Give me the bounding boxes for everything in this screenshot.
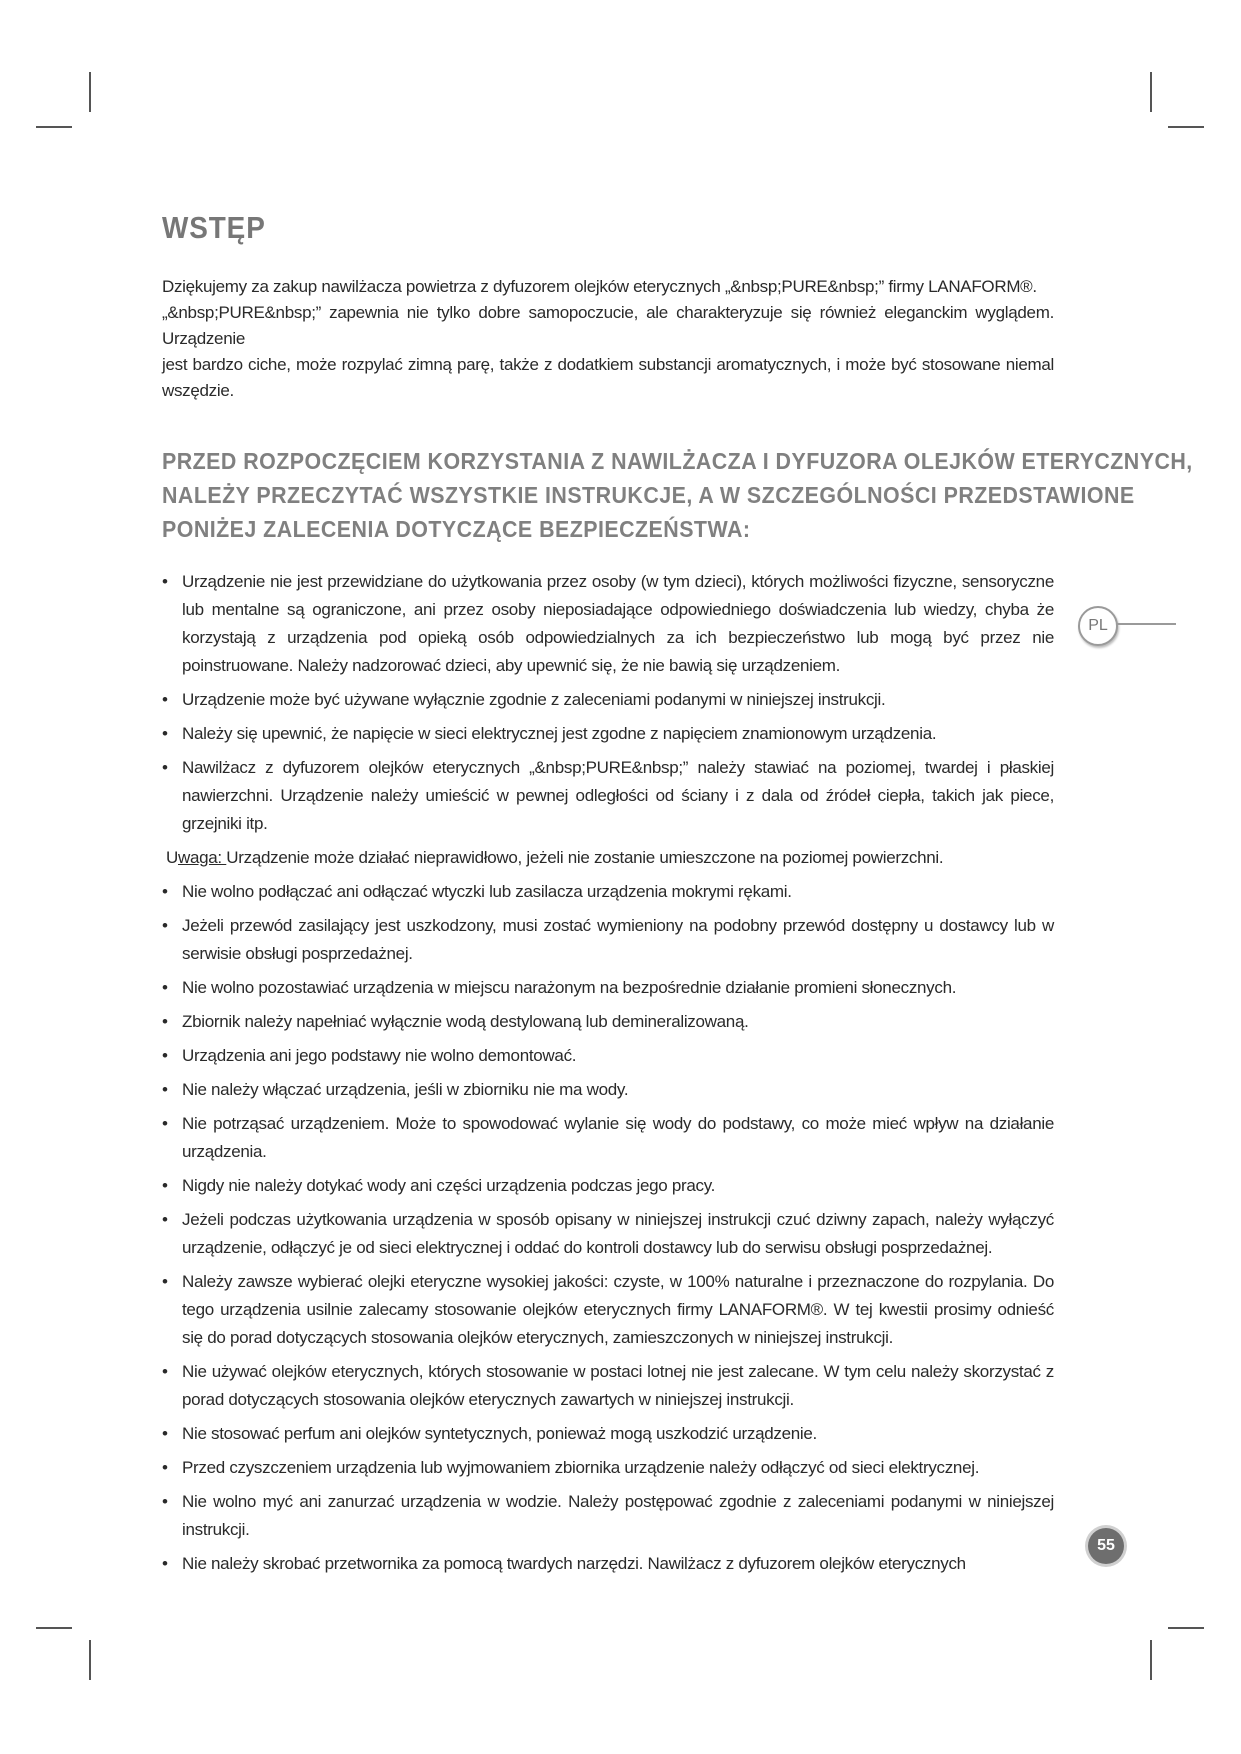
note-prefix: U [166,848,178,867]
safety-item-text: Nie należy skrobać przetwornika za pomocą twardych narzędzi. Nawilżacz z dyfuzorem olejków eterycznych [182,1554,966,1573]
safety-list-part-2 [162,878,1054,1578]
language-tab-badge [1078,606,1118,646]
safety-list-item [162,912,1054,968]
safety-item-text: Nawilżacz z dyfuzorem olejków eterycznych „&nbsp;PURE&nbsp;” należy stawiać na poziomej, twardej i płaskiej nawierzchni. Urządzenie należy umieścić w pewnej odległości od ściany i z dala od źródeł ciepła, takich jak piece, grzejniki itp. [182,758,1054,833]
safety-list-part-1 [162,568,1054,838]
bullet-icon: • [162,758,168,777]
safety-list-item [162,974,1054,1002]
safety-item-text: Zbiornik należy napełniać wyłącznie wodą destylowaną lub demineralizowaną. [182,1012,749,1031]
note-label: waga: [177,848,227,867]
heading-line: PRZED ROZPOCZĘCIEM KORZYSTANIA Z NAWILŻACZA I DYFUZORA OLEJKÓW ETERYCZNYCH, [162,448,1193,474]
bullet-icon: • [162,1176,168,1195]
intro-line: jest bardzo ciche, może rozpylać zimną parę, także z dodatkiem substancji aromatycznych, i może być stosowane niemal wszędzie. [162,355,1054,400]
safety-list-item [162,1042,1054,1070]
safety-item-text: Nie należy włączać urządzenia, jeśli w zbiorniku nie ma wody. [182,1080,629,1099]
crop-mark-top-left-horizontal [36,126,72,128]
safety-item-text: Nigdy nie należy dotykać wody ani części urządzenia podczas jego pracy. [182,1176,716,1195]
safety-list-item [162,1206,1054,1262]
safety-item-text: Jeżeli podczas użytkowania urządzenia w sposób opisany w niniejszej instrukcji czuć dziwny zapach, należy wyłączyć urządzenie, odłączyć je od sieci elektrycznej i oddać do kontroli dostawcy lub do serwisu obsługi posprzedażnej. [182,1210,1054,1257]
intro-line: „&nbsp;PURE&nbsp;” zapewnia nie tylko dobre samopoczucie, ale charakteryzuje się również eleganckim wyglądem. Urządzenie [162,303,1054,348]
bullet-icon: • [162,1114,168,1133]
safety-list-item [162,1110,1054,1166]
bullet-icon: • [162,1080,168,1099]
safety-item-text: Nie stosować perfum ani olejków syntetycznych, ponieważ mogą uszkodzić urządzenie. [182,1424,817,1443]
crop-mark-bottom-left-horizontal [36,1627,72,1629]
section-title: WSTĘP [162,210,266,245]
language-tab-label: PL [1088,617,1108,634]
safety-item-text: Należy się upewnić, że napięcie w sieci elektrycznej jest zgodne z napięciem znamionowym urządzenia. [182,724,937,743]
heading-line: PONIŻEJ ZALECENIA DOTYCZĄCE BEZPIECZEŃSTWA: [162,516,751,542]
page-number-badge [1088,1528,1124,1564]
safety-list-item [162,1420,1054,1448]
language-tab-line [1116,623,1176,625]
safety-item-text: Nie wolno pozostawiać urządzenia w miejscu narażonym na bezpośrednie działanie promieni słonecznych. [182,978,957,997]
crop-mark-top-right-vertical [1150,72,1152,112]
safety-item-text: Jeżeli przewód zasilający jest uszkodzony, musi zostać wymieniony na podobny przewód dostępny u dostawcy lub w serwisie obsługi posprzedażnej. [182,916,1054,963]
intro-line: Dziękujemy za zakup nawilżacza powietrza z dyfuzorem olejków eterycznych „&nbsp;PURE&nbsp;” firmy LANAFORM®. [162,277,1037,296]
safety-list-item [162,1454,1054,1482]
bullet-icon: • [162,572,168,591]
safety-item-text: Należy zawsze wybierać olejki eteryczne wysokiej jakości: czyste, w 100% naturalne i przeznaczone do rozpylania. Do tego urządzenia usilnie zalecamy stosowanie olejków eterycznych firmy LANAFORM®. W tej kwestii prosimy odnieść się do porad dotyczących stosowania olejków eterycznych, zamieszczonych w niniejszej instrukcji. [182,1272,1054,1347]
bullet-icon: • [162,1554,168,1573]
safety-list-item [162,754,1054,838]
note-text: Urządzenie może działać nieprawidłowo, jeżeli nie zostanie umieszczone na poziomej powierzchni. [226,848,944,867]
heading-line: NALEŻY PRZECZYTAĆ WSZYSTKIE INSTRUKCJE, A W SZCZEGÓLNOŚCI PRZEDSTAWIONE [162,482,1135,508]
crop-mark-bottom-left-vertical [89,1640,91,1680]
bullet-icon: • [162,1492,168,1511]
bullet-icon: • [162,1012,168,1031]
crop-mark-top-right-horizontal [1168,126,1204,128]
safety-list-item [162,1008,1054,1036]
bullet-icon: • [162,1458,168,1477]
safety-list-item [162,1076,1054,1104]
bullet-icon: • [162,690,168,709]
bullet-icon: • [162,1272,168,1291]
crop-mark-top-left-vertical [89,72,91,112]
safety-item-text: Nie potrząsać urządzeniem. Może to spowodować wylanie się wody do podstawy, co może mieć wpływ na działanie urządzenia. [182,1114,1054,1161]
safety-item-text: Nie wolno myć ani zanurzać urządzenia w wodzie. Należy postępować zgodnie z zaleceniami podanymi w niniejszej instrukcji. [182,1492,1054,1539]
safety-list-item [162,878,1054,906]
bullet-icon: • [162,1210,168,1229]
safety-list-item [162,568,1054,680]
safety-list-item [162,1172,1054,1200]
page-number: 55 [1097,1537,1115,1554]
crop-mark-bottom-right-vertical [1150,1640,1152,1680]
crop-mark-bottom-right-horizontal [1168,1627,1204,1629]
safety-list-item [162,720,1054,748]
intro-paragraph [162,274,1054,404]
bullet-icon: • [162,1424,168,1443]
safety-list-item [162,1550,1054,1578]
bullet-icon: • [162,1046,168,1065]
bullet-icon: • [162,882,168,901]
note-paragraph [166,844,1054,872]
safety-heading [162,444,1193,546]
safety-list-item [162,1268,1054,1352]
safety-list-item [162,1358,1054,1414]
safety-list-item [162,686,1054,714]
bullet-icon: • [162,978,168,997]
safety-item-text: Urządzenie może być używane wyłącznie zgodnie z zaleceniami podanymi w niniejszej instrukcji. [182,690,886,709]
safety-list-item [162,1488,1054,1544]
safety-item-text: Nie używać olejków eterycznych, których stosowanie w postaci lotnej nie jest zalecane. W tym celu należy skorzystać z porad dotyczących stosowania olejków eterycznych zawartych w niniejszej instrukcji. [182,1362,1054,1409]
bullet-icon: • [162,916,168,935]
bullet-icon: • [162,1362,168,1381]
safety-item-text: Urządzenie nie jest przewidziane do użytkowania przez osoby (w tym dzieci), których możliwości fizyczne, sensoryczne lub mentalne są ograniczone, ani przez osoby nieposiadające odpowiedniego doświadczenia lub wiedzy, chyba że korzystają z urządzenia pod opieką osób odpowiedzialnych za ich bezpieczeństwo lub mogą być przez nie poinstruowane. Należy nadzorować dzieci, aby upewnić się, że nie bawią się urządzeniem. [182,572,1054,675]
safety-item-text: Przed czyszczeniem urządzenia lub wyjmowaniem zbiornika urządzenie należy odłączyć od sieci elektrycznej. [182,1458,980,1477]
bullet-icon: • [162,724,168,743]
safety-item-text: Urządzenia ani jego podstawy nie wolno demontować. [182,1046,577,1065]
safety-item-text: Nie wolno podłączać ani odłączać wtyczki lub zasilacza urządzenia mokrymi rękami. [182,882,792,901]
